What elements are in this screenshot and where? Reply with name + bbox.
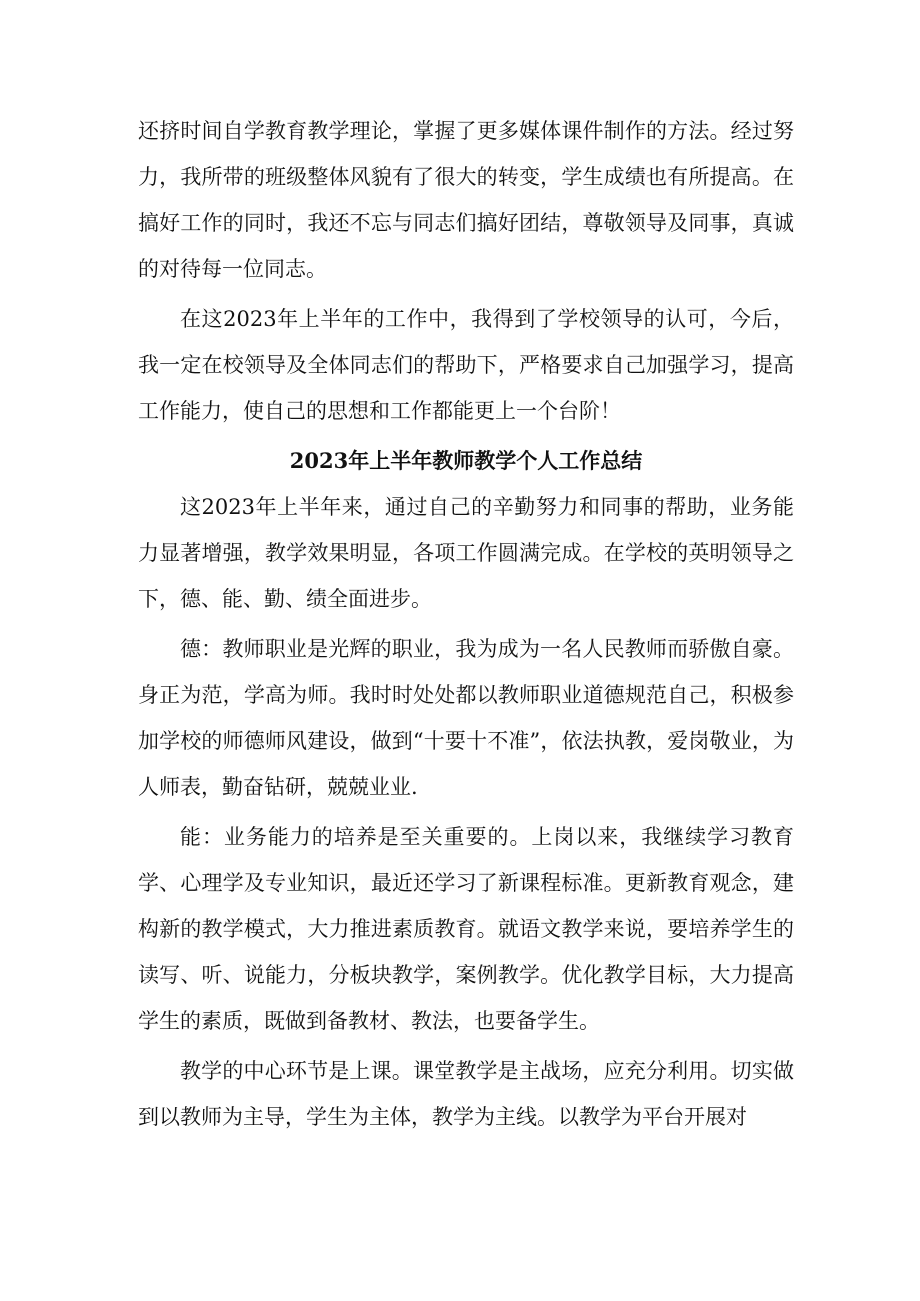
paragraph-continuation: 还挤时间自学教育教学理论，掌握了更多媒体课件制作的方法。经过努力，我所带的班级整体风貌有了很大的转变，学生成绩也有所提高。在搞好工作的同时，我还不忘与同志们搞好团结，尊敬领导及同事，真诚的对待每一位同志。 bbox=[138, 119, 794, 281]
document-heading: 2023年上半年教师教学个人工作总结 bbox=[289, 448, 643, 473]
paragraph-intro: 这2023年上半年来，通过自己的辛勤努力和同事的帮助，业务能力显著增强，教学效果明显，各项工作圆满完成。在学校的英明领导之下，德、能、勤、绩全面进步。 bbox=[138, 495, 794, 611]
document-page bbox=[138, 108, 794, 1140]
paragraph-morality: 德：教师职业是光辉的职业，我为成为一名人民教师而骄傲自豪。身正为范，学高为师。我时时处处都以教师职业道德规范自己，积极参加学校的师德师风建设，做到“十要十不准”，依法执教，爱岗敬业，为人师表，勤奋钻研，兢兢业业. bbox=[138, 637, 794, 799]
paragraph-ability: 能：业务能力的培养是至关重要的。上岗以来，我继续学习教育学、心理学及专业知识，最近还学习了新课程标准。更新教育观念，建构新的教学模式，大力推进素质教育。就语文教学来说，要培养学生的读写、听、说能力，分板块教学，案例教学。优化教学目标，大力提高学生的素质，既做到备教材、教法，也要备学生。 bbox=[138, 825, 794, 1033]
paragraph-teaching: 教学的中心环节是上课。课堂教学是主战场，应充分利用。切实做到以教师为主导，学生为主体，教学为主线。以教学为平台开展对 bbox=[138, 1059, 794, 1129]
paragraph-outlook: 在这2023年上半年的工作中，我得到了学校领导的认可，今后，我一定在校领导及全体同志们的帮助下，严格要求自己加强学习，提高工作能力，使自己的思想和工作都能更上一个台阶！ bbox=[138, 307, 794, 423]
